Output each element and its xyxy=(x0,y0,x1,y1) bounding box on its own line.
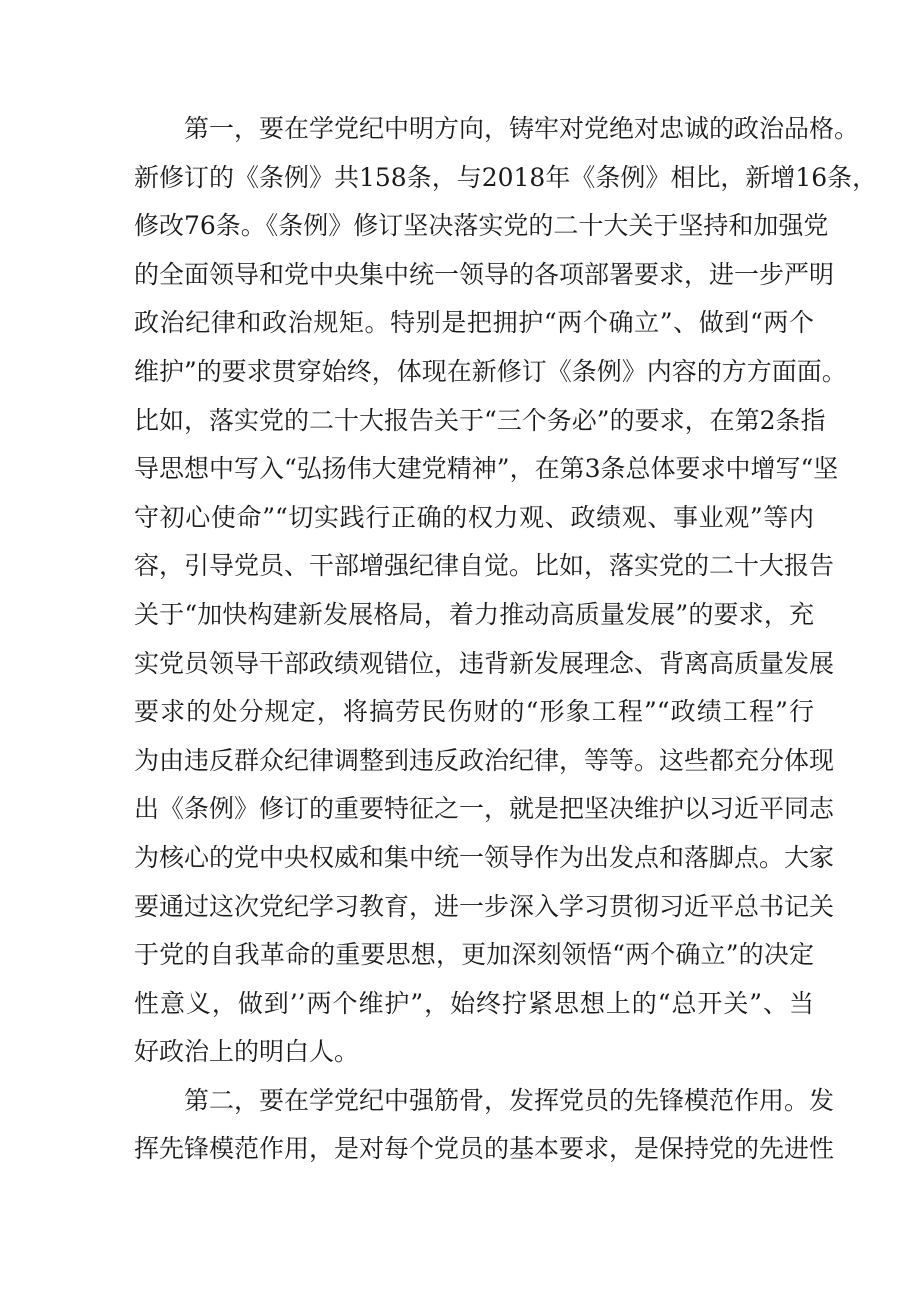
text-line: 导思想中写入“弘扬伟大建党精神”，在第3条总体要求中增写“坚 xyxy=(134,454,839,484)
text-line: 为核心的党中央权威和集中统一领导作为出发点和落脚点。大家 xyxy=(134,842,835,872)
text-line: 要通过这次党纪学习教育，进一步深入学习贯彻习近平总书记关 xyxy=(134,891,835,921)
text-line: 修改76条。《条例》修订坚决落实党的二十大关于坚持和加强党 xyxy=(134,211,829,241)
paragraph-2 xyxy=(134,1077,835,1174)
document-body xyxy=(134,105,878,1174)
text-line: 容，引导党员、干部增强纪律自觉。比如，落实党的二十大报告 xyxy=(134,551,835,581)
text-line: 第一，要在学党纪中明方向，铸牢对党绝对忠诚的政治品格。 xyxy=(184,114,860,143)
text-line: 新修订的《条例》共158条，与2018年《条例》相比，新增16条， xyxy=(134,162,878,192)
text-line: 政治纪律和政治规矩。特别是把拥护“两个确立”、做到“两个 xyxy=(134,308,814,338)
text-line: 维护”的要求贯穿始终，体现在新修订《条例》内容的方方面面。 xyxy=(134,356,847,386)
text-line: 关于“加快构建新发展格局，着力推动高质量发展”的要求，充 xyxy=(134,599,814,629)
text-line: 比如，落实党的二十大报告关于“三个务必”的要求，在第2条指 xyxy=(134,405,826,435)
paragraph-1 xyxy=(134,105,878,1077)
text-line: 实党员领导干部政绩观错位，违背新发展理念、背离高质量发展 xyxy=(134,648,835,678)
text-line: 第二，要在学党纪中强筋骨，发挥党员的先锋模范作用。发 xyxy=(184,1085,835,1115)
text-line: 的全面领导和党中央集中统一领导的各项部署要求，进一步严明 xyxy=(134,259,835,289)
text-line: 好政治上的明白人。 xyxy=(134,1037,360,1067)
text-line: 挥先锋模范作用，是对每个党员的基本要求，是保持党的先进性 xyxy=(134,1134,835,1164)
text-line: 性意义，做到’’两个维护”，始终拧紧思想上的“总开关”、当 xyxy=(134,988,814,1018)
text-line: 出《条例》修订的重要特征之一，就是把坚决维护以习近平同志 xyxy=(134,794,835,824)
text-line: 要求的处分规定，将搞劳民伤财的“形象工程”“政绩工程”行 xyxy=(134,697,814,727)
text-line: 为由违反群众纪律调整到违反政治纪律，等等。这些都充分体现 xyxy=(134,745,835,775)
text-line: 于党的自我革命的重要思想，更加深刻领悟“两个确立”的决定 xyxy=(134,940,814,970)
text-line: 守初心使命”“切实践行正确的权力观、政绩观、事业观”等内 xyxy=(134,502,814,532)
